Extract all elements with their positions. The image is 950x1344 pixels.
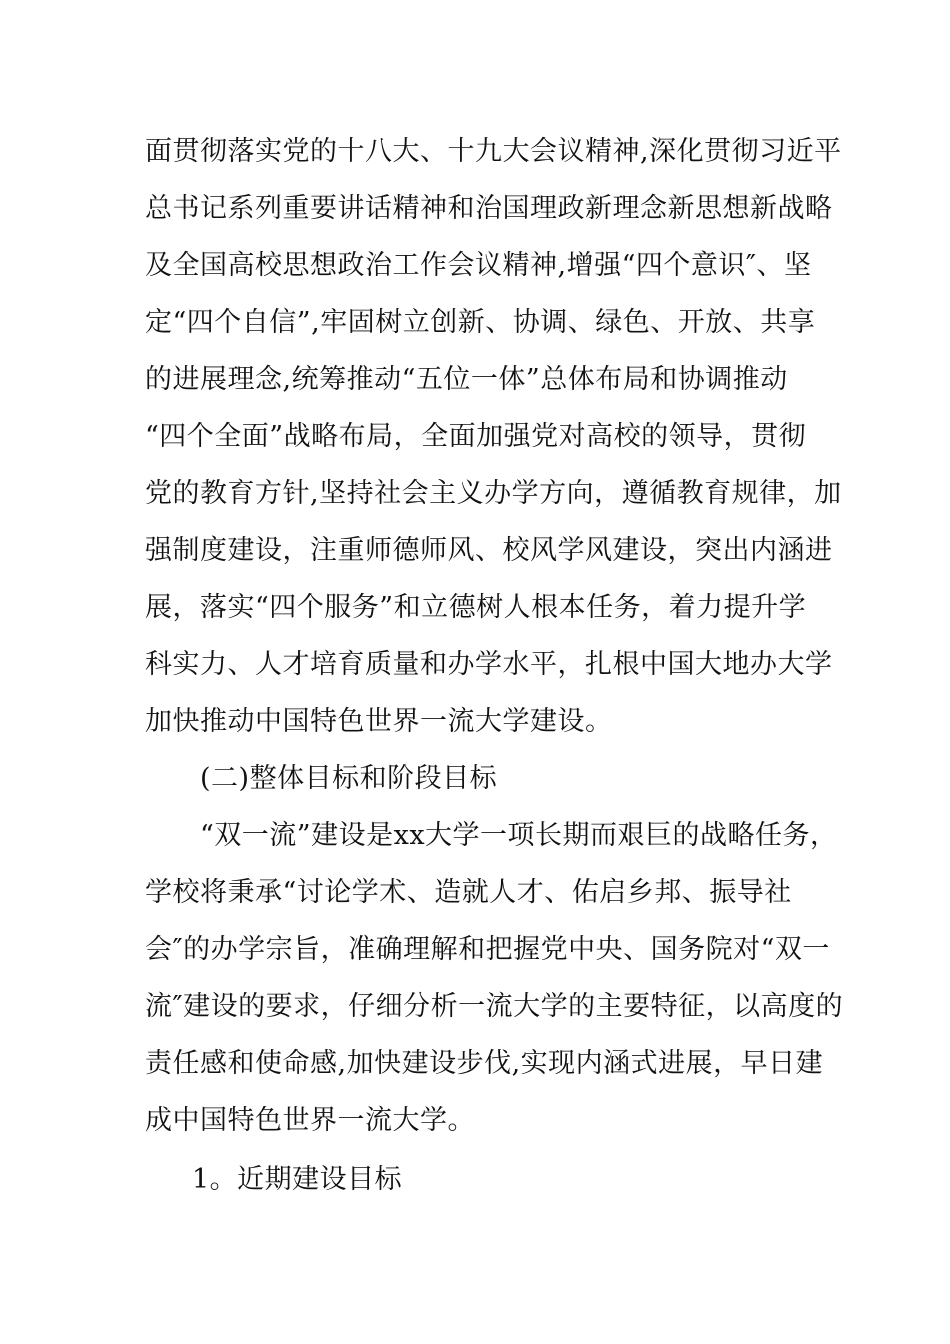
section-heading: (二)整体目标和阶段目标 bbox=[200, 763, 498, 794]
paragraph-1-line-1: 面贯彻落实党的十八大、十九大会议精神,深化贯彻习近平 bbox=[145, 136, 842, 167]
paragraph-1-line-7: 党的教育方针,坚持社会主义办学方向，遵循教育规律，加 bbox=[145, 478, 842, 509]
paragraph-1-line-8: 强制度建设，注重师德师风、校风学风建设，突出内涵进 bbox=[145, 535, 833, 566]
paragraph-1-line-11: 加快推动中国特色世界一流大学建设。 bbox=[145, 706, 613, 737]
paragraph-1-line-3: 及全国高校思想政治工作会议精神,增强“四个意识″、坚 bbox=[145, 250, 812, 281]
paragraph-2-line-4: 流″建设的要求，仔细分析一流大学的主要特征，以高度的 bbox=[145, 991, 844, 1022]
paragraph-2-line-3: 会″的办学宗旨，准确理解和把握党中央、国务院对“双一 bbox=[145, 934, 830, 965]
paragraph-1-line-2: 总书记系列重要讲话精神和治国理政新理念新思想新战略 bbox=[145, 193, 833, 224]
paragraph-1-line-10: 科实力、人才培育质量和办学水平，扎根中国大地办大学 bbox=[145, 649, 833, 680]
paragraph-2-line-2: 学校将秉承“讨论学术、造就人才、佑启乡邦、振导社 bbox=[145, 877, 792, 908]
paragraph-2-line-1: “双一流”建设是xx大学一项长期而艰巨的战略任务， bbox=[200, 820, 838, 851]
paragraph-2-line-5: 责任感和使命感,加快建设步伐,实现内涵式进展，早日建 bbox=[145, 1048, 824, 1079]
paragraph-1-line-5: 的进展理念,统筹推动“五位一体”总体布局和协调推动 bbox=[145, 364, 788, 395]
paragraph-1-line-4: 定“四个自信”,牢固树立创新、协调、绿色、开放、共享 bbox=[145, 307, 816, 338]
paragraph-2-line-6: 成中国特色世界一流大学。 bbox=[145, 1105, 475, 1136]
paragraph-1-line-6: “四个全面”战略布局，全面加强党对高校的领导，贯彻 bbox=[145, 421, 807, 452]
paragraph-1-line-9: 展，落实“四个服务”和立德树人根本任务，着力提升学 bbox=[145, 592, 807, 623]
sub-heading: 1。近期建设目标 bbox=[192, 1164, 403, 1195]
